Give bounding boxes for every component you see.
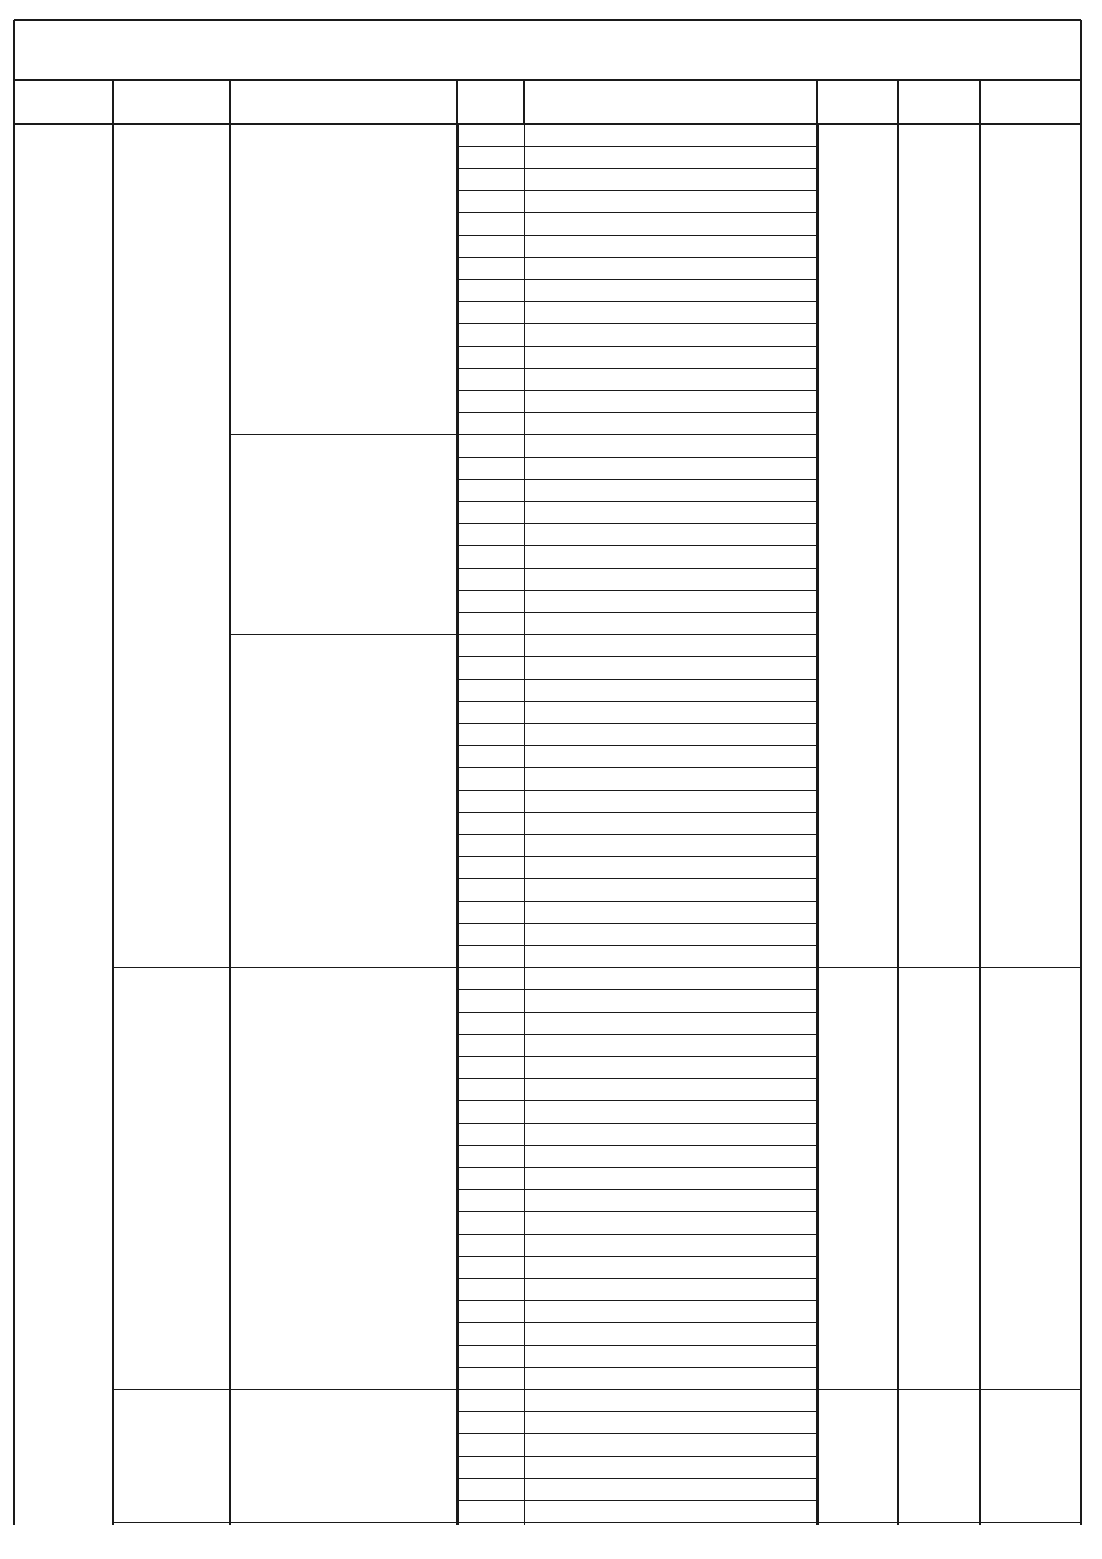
related-major-name [524, 1500, 818, 1522]
related-major-name [524, 324, 818, 346]
row-number [458, 1123, 524, 1145]
row-number [458, 279, 524, 301]
row-number [458, 1367, 524, 1389]
row-number [458, 1323, 524, 1345]
related-major-name [524, 1145, 818, 1167]
row-number [458, 213, 524, 235]
row-number [458, 368, 524, 390]
row-number [458, 191, 524, 213]
table-rule [817, 1522, 1081, 1523]
related-major-name [524, 1367, 818, 1389]
major-direction-name [230, 635, 457, 968]
row-number [458, 501, 524, 523]
related-major-name [524, 1456, 818, 1478]
related-major-name [524, 1056, 818, 1078]
row-number [458, 1412, 524, 1434]
related-major-name [524, 945, 818, 967]
related-major-name [524, 1301, 818, 1323]
table-rule [229, 124, 230, 1525]
related-major-name [524, 723, 818, 745]
related-major-name [524, 413, 818, 435]
study-duration [898, 968, 980, 1390]
row-number [458, 1145, 524, 1167]
related-major-name [524, 213, 818, 235]
page-title [14, 20, 1081, 80]
related-major-name [524, 1389, 818, 1411]
related-major-name [524, 1412, 818, 1434]
related-major-name [524, 546, 818, 568]
major-sequence [113, 124, 230, 968]
row-number [458, 1456, 524, 1478]
teaching-unit [14, 124, 113, 1525]
related-major-name [524, 1345, 818, 1367]
major-sequence [113, 968, 230, 1390]
related-major-name [524, 279, 818, 301]
study-duration [898, 1389, 980, 1522]
row-number [458, 1101, 524, 1123]
major-sequence [113, 1389, 230, 1522]
column-header [817, 80, 898, 124]
row-number [458, 1190, 524, 1212]
related-major-name [524, 901, 818, 923]
row-number [458, 879, 524, 901]
row-number [458, 812, 524, 834]
related-major-name [524, 257, 818, 279]
related-major-name [524, 1167, 818, 1189]
table-rule [112, 124, 113, 1525]
related-major-name [524, 790, 818, 812]
row-number [458, 923, 524, 945]
column-header [980, 80, 1081, 124]
row-number [458, 235, 524, 257]
row-number [458, 1167, 524, 1189]
table-rule [458, 124, 459, 1525]
row-number [458, 990, 524, 1012]
column-header [457, 80, 524, 124]
row-number [458, 590, 524, 612]
row-number [458, 1234, 524, 1256]
row-number [458, 390, 524, 412]
related-major-name [524, 1212, 818, 1234]
row-number [458, 1301, 524, 1323]
row-number [458, 612, 524, 634]
row-number [458, 968, 524, 990]
row-number [458, 1500, 524, 1522]
row-number [458, 1345, 524, 1367]
row-number [458, 1256, 524, 1278]
related-major-name [524, 879, 818, 901]
row-number [458, 679, 524, 701]
related-major-name [524, 501, 818, 523]
row-number [458, 657, 524, 679]
related-major-name [524, 1101, 818, 1123]
row-number [458, 1079, 524, 1101]
related-major-name [524, 346, 818, 368]
related-major-name [524, 302, 818, 324]
row-number [458, 834, 524, 856]
row-number [458, 857, 524, 879]
related-major-name [524, 1123, 818, 1145]
row-number [458, 1478, 524, 1500]
related-major-name [524, 635, 818, 657]
related-major-name [524, 168, 818, 190]
row-number [458, 257, 524, 279]
related-major-name [524, 701, 818, 723]
column-header [14, 80, 113, 124]
degree-type [817, 968, 898, 1390]
related-major-name [524, 1079, 818, 1101]
row-number [458, 524, 524, 546]
table-rule [979, 124, 980, 1525]
related-major-name [524, 457, 818, 479]
row-number [458, 146, 524, 168]
row-number [458, 302, 524, 324]
related-major-name [524, 146, 818, 168]
related-major-name [524, 124, 818, 146]
row-number [458, 701, 524, 723]
row-number [458, 635, 524, 657]
related-major-name [524, 612, 818, 634]
column-header [898, 80, 980, 124]
related-major-name [524, 1190, 818, 1212]
tuition-fee [980, 968, 1081, 1390]
related-major-name [524, 524, 818, 546]
column-header [113, 80, 230, 124]
related-major-name [524, 568, 818, 590]
related-major-name [524, 990, 818, 1012]
row-number [458, 435, 524, 457]
related-major-name [524, 679, 818, 701]
row-number [458, 1212, 524, 1234]
related-major-name [524, 1434, 818, 1456]
related-major-name [524, 834, 818, 856]
table-rule [113, 1522, 457, 1523]
column-header [230, 80, 457, 124]
related-major-name [524, 1278, 818, 1300]
study-duration [898, 124, 980, 968]
row-number [458, 568, 524, 590]
tuition-fee [980, 124, 1081, 968]
row-number [458, 790, 524, 812]
related-major-name [524, 1234, 818, 1256]
related-major-name [524, 590, 818, 612]
row-number [458, 768, 524, 790]
row-number [458, 1012, 524, 1034]
row-number [458, 1389, 524, 1411]
major-direction-name [230, 968, 457, 1390]
row-number [458, 1056, 524, 1078]
related-major-name [524, 857, 818, 879]
row-number [458, 479, 524, 501]
row-number [458, 457, 524, 479]
degree-type [817, 124, 898, 968]
related-major-name [524, 235, 818, 257]
row-number [458, 324, 524, 346]
row-number [458, 168, 524, 190]
related-major-name [524, 1478, 818, 1500]
tuition-fee [980, 1389, 1081, 1522]
row-number [458, 746, 524, 768]
related-major-name [524, 768, 818, 790]
row-number [458, 124, 524, 146]
table-rule [524, 124, 525, 1525]
related-major-name [524, 812, 818, 834]
row-number [458, 1034, 524, 1056]
related-major-name [524, 435, 818, 457]
row-number [458, 1278, 524, 1300]
related-major-name [524, 1034, 818, 1056]
related-major-name [524, 191, 818, 213]
row-number [458, 1434, 524, 1456]
related-major-name [524, 390, 818, 412]
major-direction-name [230, 435, 457, 635]
major-direction-name [230, 1389, 457, 1522]
degree-type [817, 1389, 898, 1522]
related-major-name [524, 479, 818, 501]
related-major-name [524, 746, 818, 768]
row-number [458, 945, 524, 967]
table-rule [818, 124, 819, 1525]
related-major-name [524, 657, 818, 679]
row-number [458, 546, 524, 568]
row-number [458, 723, 524, 745]
table-rule [897, 124, 898, 1525]
row-number [458, 346, 524, 368]
row-number [458, 901, 524, 923]
related-major-name [524, 1012, 818, 1034]
related-major-name [524, 368, 818, 390]
related-major-name [524, 923, 818, 945]
related-major-name [524, 1256, 818, 1278]
row-number [458, 413, 524, 435]
related-major-name [524, 1323, 818, 1345]
table-rule [458, 1522, 818, 1523]
major-direction-name [230, 124, 457, 435]
column-header [524, 80, 817, 124]
related-major-name [524, 968, 818, 990]
